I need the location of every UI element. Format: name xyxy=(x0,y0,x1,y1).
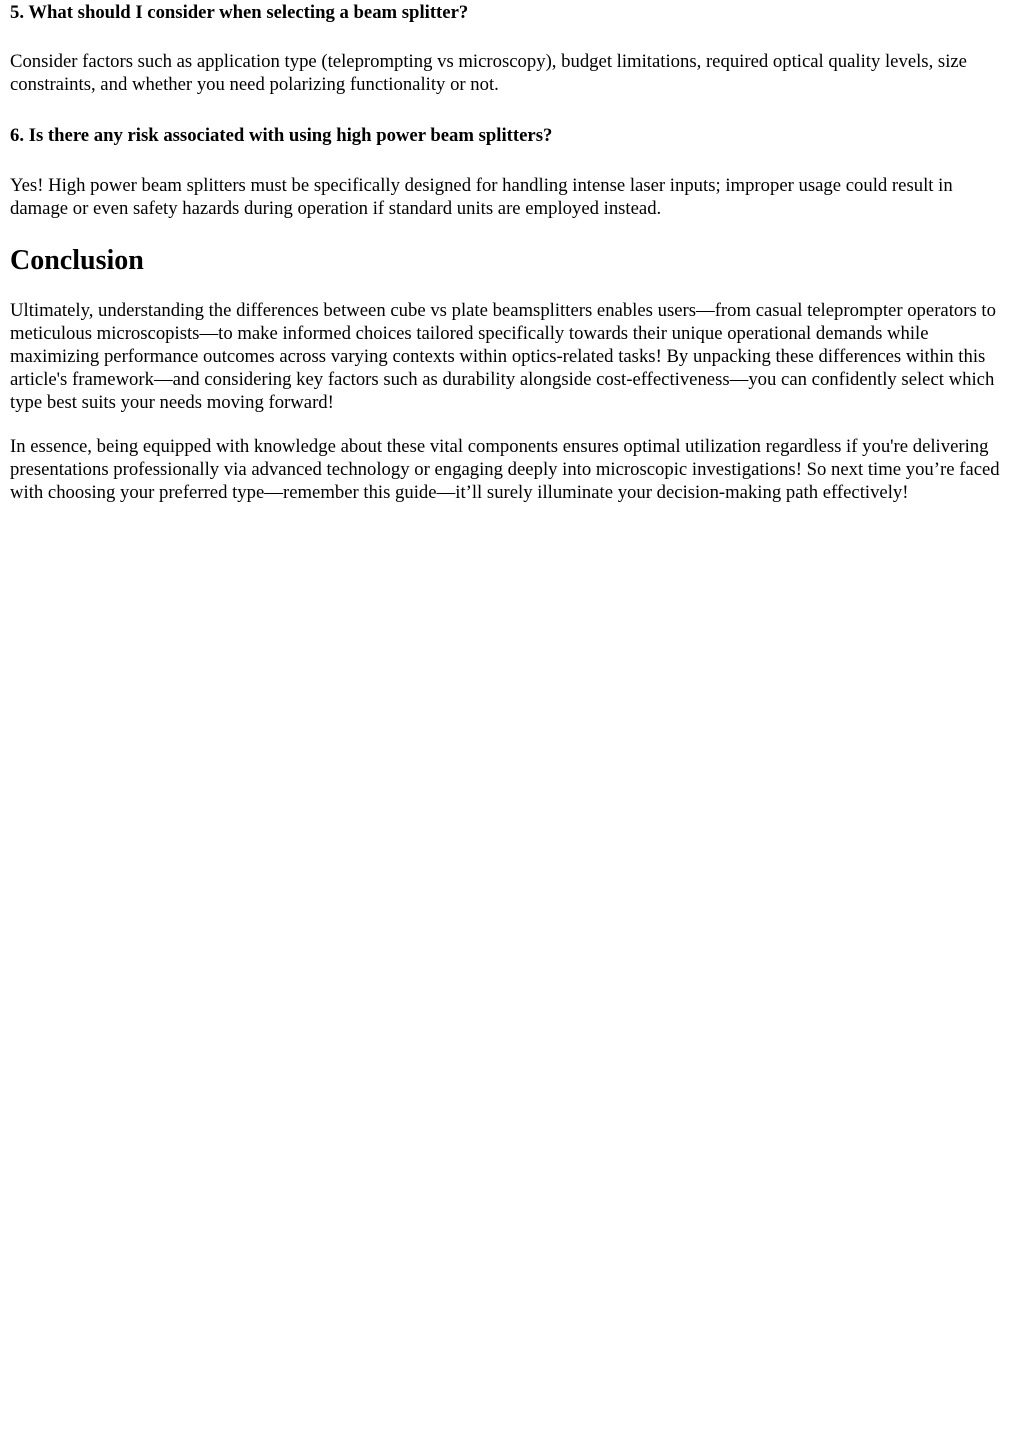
faq-question-6: 6. Is there any risk associated with using high power beam splitters? xyxy=(10,125,553,146)
conclusion-heading: Conclusion xyxy=(10,245,144,276)
conclusion-paragraph-1: Ultimately, understanding the differences between cube vs plate beamsplitters enables users—from casual teleprompter operators to meticulous microscopists—to make informed choices tailored specifically towards their unique operational demands while maximizing performance outcomes across varying contexts within optics-related tasks! By unpacking these differences within this article's framework—and considering key factors such as durability alongside cost-effectiveness—you can confidently select which type best suits your needs moving forward! xyxy=(10,300,996,413)
faq-answer-6: Yes! High power beam splitters must be specifically designed for handling intense laser inputs; improper usage could result in damage or even safety hazards during operation if standard units are employed instead. xyxy=(10,175,953,219)
faq-answer-5: Consider factors such as application type (teleprompting vs microscopy), budget limitations, required optical quality levels, size constraints, and whether you need polarizing functionality or not. xyxy=(10,51,967,95)
conclusion-paragraph-2: In essence, being equipped with knowledge about these vital components ensures optimal utilization regardless if you're delivering presentations professionally via advanced technology or engaging deeply into microscopic investigations! So next time you’re faced with choosing your preferred type—remember this guide—it’ll surely illuminate your decision-making path effectively! xyxy=(10,436,1000,503)
faq-question-5: 5. What should I consider when selecting a beam splitter? xyxy=(10,2,469,23)
article-content xyxy=(0,0,1024,504)
